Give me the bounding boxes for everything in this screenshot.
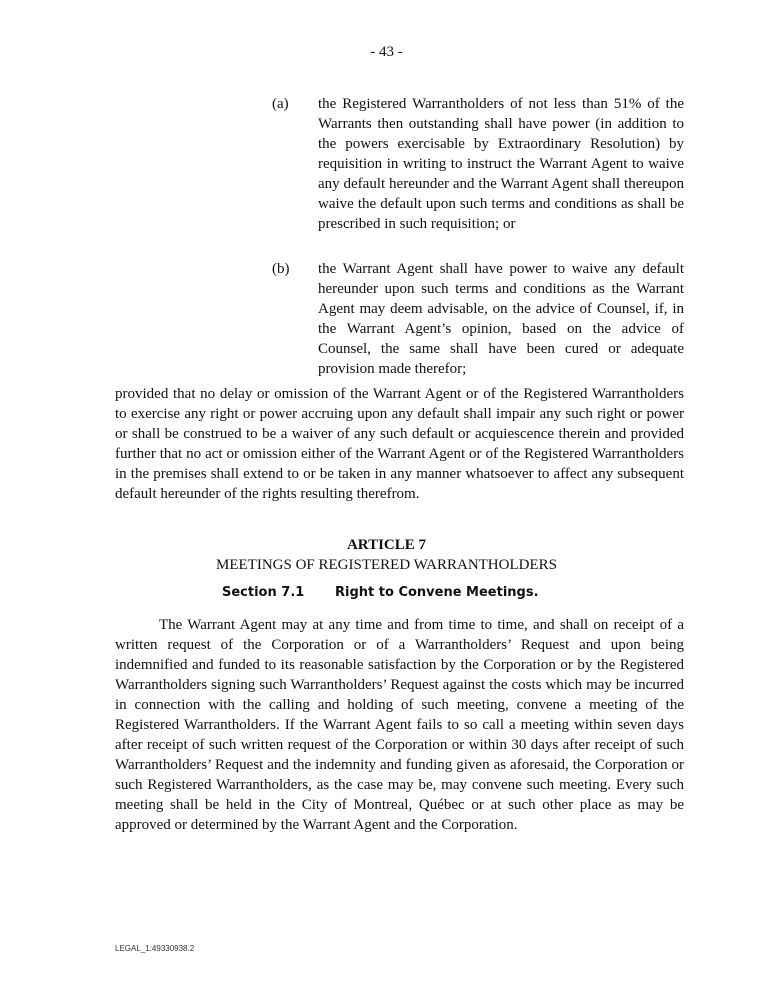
item-label: (b): [272, 261, 290, 277]
document-reference-footer: LEGAL_1:49330938.2: [115, 944, 195, 953]
article-number: ARTICLE 7: [346, 537, 427, 553]
section-body-paragraph: The Warrant Agent may at any time and from time to time, and shall on receipt of a written request of the Corporation or of a Warrantholders’ Request and upon being indemnified and funded to its reasonable satisfaction by the Corporation or by the Registered Warrantholders signing such Warrantholders’ Request against the costs which may be incurred in connection with the calling and holding of such meeting, convene a meeting of the Registered Warrantholders. If the Warrant Agent fails to so call a meeting within seven days after receipt of such written request of the Corporation or within 30 days after receipt of such Warrantholders’ Request and the indemnity and funding given as aforesaid, the Corporation or such Registered Warrantholders, as the case may be, may convene such meeting. Every such meeting shall be held in the City of Montreal, Québec or at such other place as may be approved or determined by the Warrant Agent and the Corporation.: [115, 617, 684, 833]
proviso-paragraph: provided that no delay or omission of the Warrant Agent or of the Registered Warrantholders to exercise any right or power accruing upon any default shall impair any such right or power or shall be construed to be a waiver of any such default or acquiescence therein and provided further that no act or omission either of the Warrant Agent or of the Registered Warrantholders in the premises shall extend to or be taken in any manner whatsoever to affect any subsequent default hereunder of the rights resulting therefrom.: [115, 386, 684, 502]
item-text: the Registered Warrantholders of not less than 51% of the Warrants then outstanding shall have power (in addition to the powers exercisable by Extraordinary Resolution) by requisition in writing to instruct the Warrant Agent to waive any default hereunder and the Warrant Agent shall thereupon waive the default upon such terms and conditions as shall be prescribed in such requisition; or: [318, 96, 684, 232]
section-heading: [222, 583, 539, 603]
article-title: MEETINGS OF REGISTERED WARRANTHOLDERS: [216, 557, 557, 573]
article-heading: [0, 535, 773, 575]
item-label: (a): [272, 96, 289, 112]
section-title: Right to Convene Meetings.: [335, 585, 539, 600]
section-number: Section 7.1: [222, 585, 305, 600]
item-text: the Warrant Agent shall have power to waive any default hereunder upon such terms and conditions as the Warrant Agent may deem advisable, on the advice of Counsel, if, in the Warrant Agent’s opinion, based on the advice of Counsel, the same shall have been cured or adequate provision made therefor;: [318, 261, 684, 377]
page-number: - 43 -: [370, 44, 403, 60]
